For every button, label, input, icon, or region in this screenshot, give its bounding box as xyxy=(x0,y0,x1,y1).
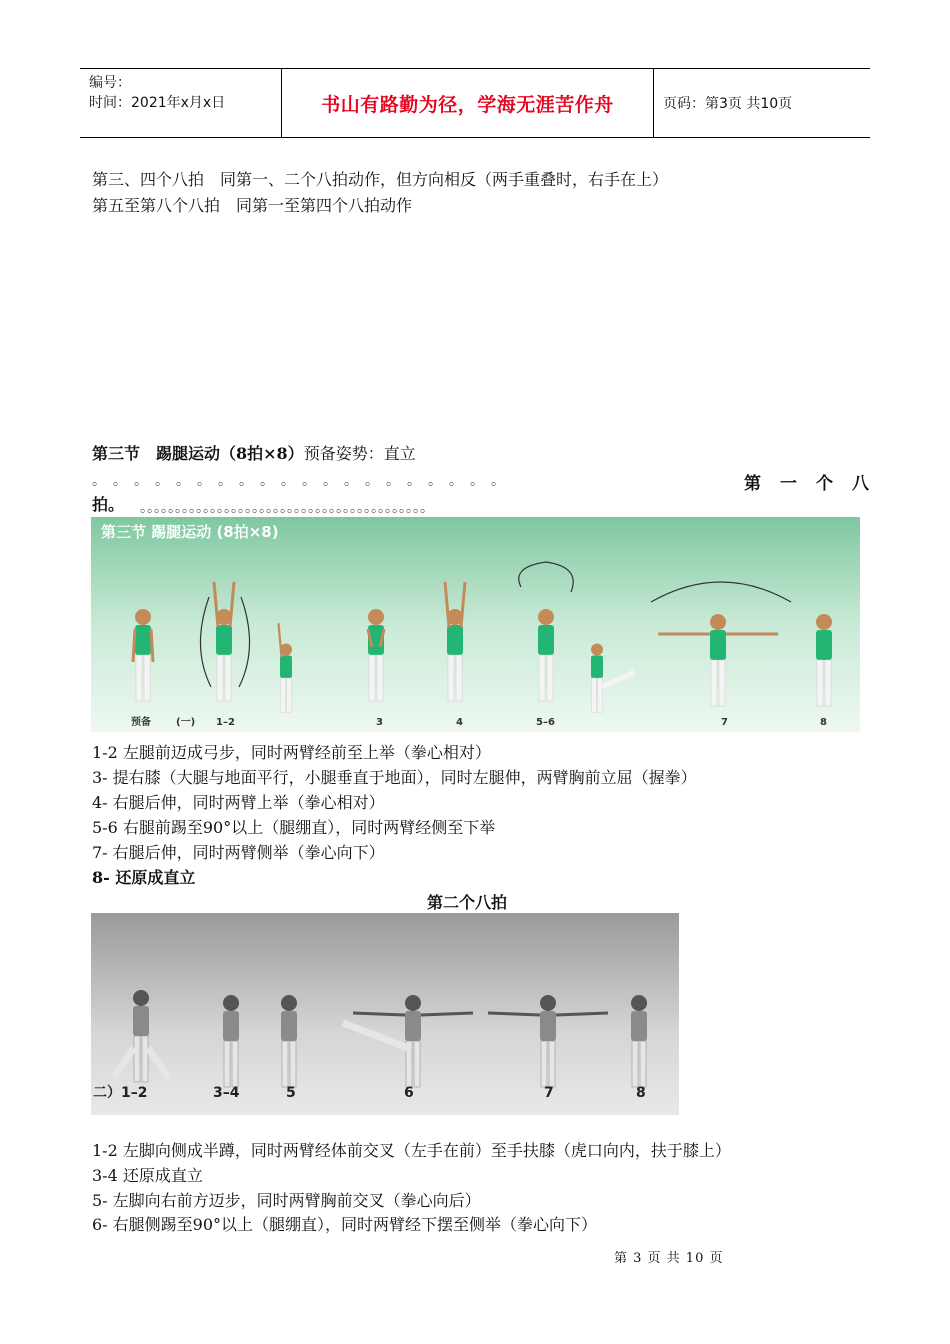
step2-line-2: 3-4 还原成直立 xyxy=(92,1166,203,1185)
section-heading xyxy=(92,443,416,465)
beat1-label-b: 拍。 xyxy=(92,495,125,514)
step2-line-4: 6- 右腿侧踢至90°以上（腿绷直），同时两臂经下摆至侧举（拳心向下） xyxy=(92,1215,598,1234)
fig2-label-8: 8 xyxy=(636,1085,646,1101)
number-label: 编号： xyxy=(89,75,131,91)
step1-line-4: 5-6 右腿前踢至90°以上（腿绷直），同时两臂经侧至下举 xyxy=(92,818,496,837)
fig1-label-1-2: 1–2 xyxy=(216,717,235,728)
step1-line-6: 8- 还原成直立 xyxy=(92,868,196,887)
fig1-label-3: 3 xyxy=(376,717,383,728)
page-footer: 第 3 页 共 10 页 xyxy=(614,1251,724,1266)
fig1-label-7: 7 xyxy=(721,717,728,728)
kick-exercise-photo-2 xyxy=(91,913,679,1115)
fig1-label-8: 8 xyxy=(820,717,827,728)
second-beat-title: 第二个八拍 xyxy=(427,893,508,912)
step2-line-1: 1-2 左脚向侧成半蹲，同时两臂经体前交叉（左手在前）至手扶膝（虎口向内，扶于膝上） xyxy=(92,1141,731,1160)
intro-line-1: 第三、四个八拍 同第一、二个八拍动作，但方向相反（两手重叠时，右手在上） xyxy=(92,170,669,189)
step1-line-1: 1-2 左腿前迈成弓步，同时两臂经前至上举（拳心相对） xyxy=(92,743,491,762)
step1-line-3: 4- 右腿后伸，同时两臂上举（拳心相对） xyxy=(92,793,385,812)
header-left-cell xyxy=(80,69,282,137)
step1-line-5: 7- 右腿后伸，同时两臂侧举（拳心向下） xyxy=(92,843,385,862)
prep-posture: 预备姿势：直立 xyxy=(303,444,416,463)
intro-line-2: 第五至第八个八拍 同第一至第四个八拍动作 xyxy=(92,196,413,215)
figure1-banner: 第三节 踢腿运动 (8拍×8) xyxy=(101,523,279,541)
page-label: 页码：第3页 共10页 xyxy=(663,96,793,112)
date-label: 时间：2021年x月x日 xyxy=(89,95,226,111)
step1-line-2: 3- 提右膝（大腿与地面平行，小腿垂直于地面），同时左腿伸，两臂胸前立屈（握拳） xyxy=(92,768,697,787)
kick-exercise-photo-1 xyxy=(91,517,860,732)
header-table xyxy=(80,68,870,138)
fig1-label-one: (一) xyxy=(176,717,196,728)
motto: 书山有路勤为径，学海无涯苦作舟 xyxy=(282,69,654,137)
dot-row-2: 。。。。。。。。。。。。。。。。。。。。。。。。。。。。。。。。。。。。。。。。。 xyxy=(140,500,434,516)
section-title: 第三节 踢腿运动（8拍×8） xyxy=(92,444,304,463)
fig2-label-1-2: 二）1–2 xyxy=(93,1085,148,1101)
dot-row-1: 。 。 。 。 。 。 。 。 。 。 。 。 。 。 。 。 。 。 。 。 xyxy=(92,473,505,489)
step2-line-3: 5- 左脚向右前方迈步，同时两臂胸前交叉（拳心向后） xyxy=(92,1191,481,1210)
fig1-label-prep: 预备 xyxy=(131,717,151,728)
fig1-label-5-6: 5–6 xyxy=(536,717,555,728)
beat1-label-a: 第一个八 xyxy=(744,474,888,494)
fig2-label-5: 5 xyxy=(286,1085,296,1101)
fig2-label-3-4: 3–4 xyxy=(213,1085,240,1101)
fig1-label-4: 4 xyxy=(456,717,463,728)
fig2-label-7: 7 xyxy=(544,1085,554,1101)
fig2-label-6: 6 xyxy=(404,1085,414,1101)
